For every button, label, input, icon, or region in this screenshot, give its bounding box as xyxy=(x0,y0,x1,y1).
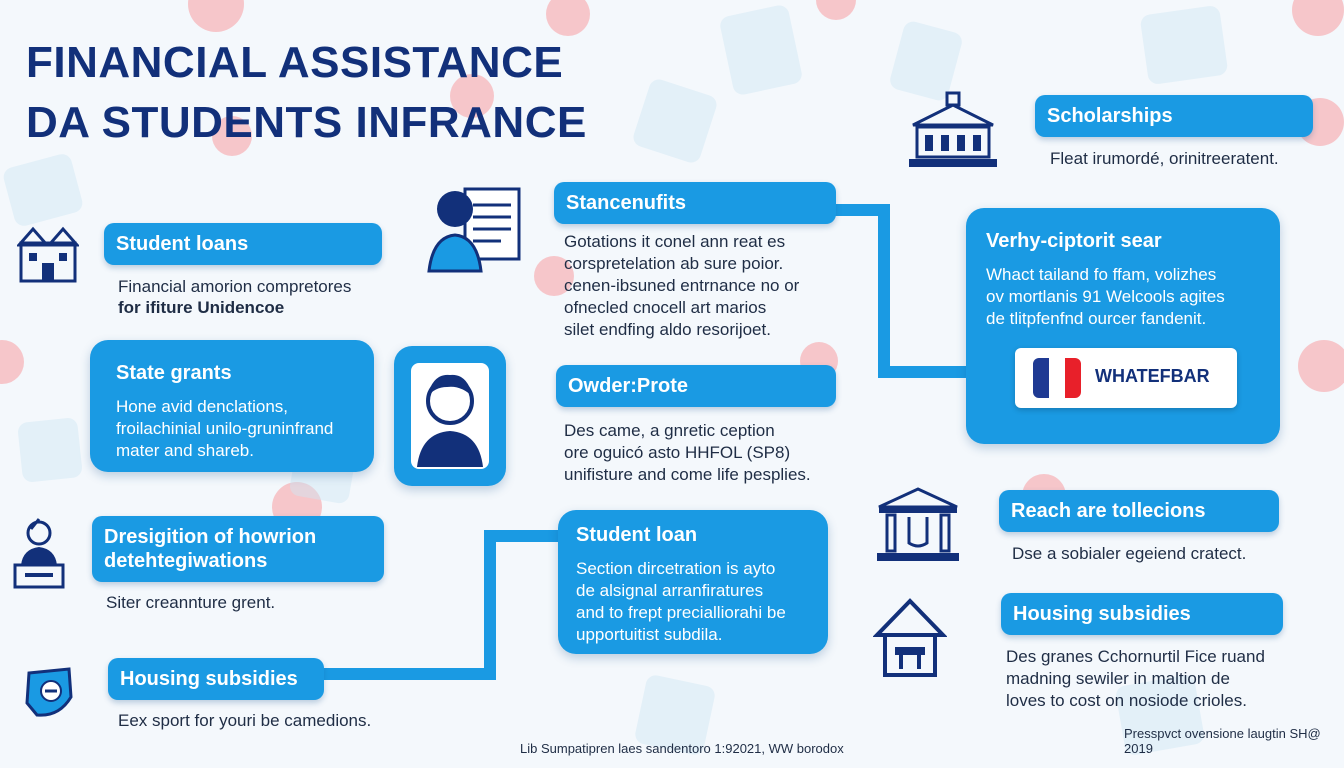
french-flag-icon xyxy=(1033,358,1081,398)
stancenufits-line: ofnecled cnocell art marios xyxy=(564,298,767,317)
flag-label: WHATEFBAR xyxy=(1095,366,1210,386)
designation-label-line1: Dresigition of howrion xyxy=(104,526,317,548)
state-grants-line: mater and shareb. xyxy=(116,441,254,460)
footer-right: Presspvct ovensione laugtin SH@ 2019 xyxy=(1124,726,1321,756)
student-loan-title: Student loan xyxy=(576,524,698,546)
temple-icon xyxy=(874,484,962,564)
owner-prote-line: unifisture and come life pesplies. xyxy=(564,465,811,484)
housing-subsidies-right-line: madning sewiler in maltion de xyxy=(1006,669,1230,688)
page-title: FINANCIAL ASSISTANCE xyxy=(26,38,564,87)
state-grants-line: Hone avid denclations, xyxy=(116,397,289,416)
scholarships-label: Scholarships xyxy=(1035,95,1313,137)
designation-label-line2: detehtegiwations xyxy=(104,550,268,572)
student-loan-line: upportuitist subdila. xyxy=(576,625,723,644)
verify-title: Verhy-ciptorit sear xyxy=(986,230,1162,252)
owner-prote-label: Owder:Prote xyxy=(556,365,836,407)
connector-line xyxy=(878,366,978,378)
student-loan-card xyxy=(558,510,828,654)
connector-line xyxy=(318,668,496,680)
housing-subsidies-left-label: Housing subsidies xyxy=(108,658,324,700)
housing-subsidies-left-description: Eex sport for youri be camedions. xyxy=(118,711,372,730)
connector-line xyxy=(878,204,890,378)
state-grants-line: froilachinial unilo-gruninfrand xyxy=(116,419,334,438)
person-avatar-card xyxy=(394,346,506,486)
verify-line: Whact tailand fo ffam, volizhes xyxy=(986,265,1217,284)
flag-blue-stripe xyxy=(1033,358,1049,398)
building-icon xyxy=(16,218,80,284)
flag-card xyxy=(1015,348,1237,408)
housing-subsidies-right-label: Housing subsidies xyxy=(1001,593,1283,635)
stancenufits-line: cenen-ibsuned entrnance no or xyxy=(564,276,800,295)
owner-prote-line: Des came, a gnretic ception xyxy=(564,421,775,440)
student-loans-description: Financial amorion compretores xyxy=(118,277,352,296)
student-loan-line: and to frept precialliorahi be xyxy=(576,603,786,622)
student-loans-description-bold: for ifiture Unidencoe xyxy=(118,298,285,317)
verify-line: de tlitpfenfnd ourcer fandenit. xyxy=(986,309,1207,328)
institution-icon xyxy=(906,90,1000,174)
connector-line xyxy=(484,530,496,680)
student-loan-line: Section dircetration is ayto xyxy=(576,559,776,578)
house-icon xyxy=(872,594,948,680)
reach-label: Reach are tollecions xyxy=(999,490,1279,532)
verify-line: ov mortlanis 91 Welcools agites xyxy=(986,287,1225,306)
connector-line xyxy=(484,530,564,542)
stancenufits-line: Gotations it conel ann reat es xyxy=(564,232,786,251)
state-grants-card xyxy=(90,340,374,472)
reach-description: Dse a sobialer egeiend cratect. xyxy=(1012,544,1247,563)
shield-badge-icon xyxy=(18,662,80,722)
flag-red-stripe xyxy=(1065,358,1081,398)
student-loan-line: de alsignal arranfiratures xyxy=(576,581,764,600)
housing-subsidies-right-line: loves to cost on nosiode crioles. xyxy=(1006,691,1247,710)
scholarships-description: Fleat irumordé, orinitreeratent. xyxy=(1050,149,1279,168)
page-subtitle: DA STUDENTS INFRANCE xyxy=(26,98,587,147)
person-desk-icon xyxy=(10,514,68,592)
designation-description: Siter creannture grent. xyxy=(106,593,276,612)
designation-label xyxy=(92,516,384,582)
person-avatar-icon xyxy=(400,356,500,476)
person-document-icon xyxy=(426,184,522,274)
stancenufits-line: corspretelation ab sure poior. xyxy=(564,254,784,273)
state-grants-title: State grants xyxy=(116,362,232,384)
stancenufits-line: silet endfing aldo resorijoet. xyxy=(564,320,771,339)
verify-card xyxy=(966,208,1280,444)
flag-white-stripe xyxy=(1049,358,1065,398)
housing-subsidies-right-line: Des granes Cchornurtil Fice ruand xyxy=(1006,647,1265,666)
student-loans-label: Student loans xyxy=(104,223,382,265)
stancenufits-label: Stancenufits xyxy=(554,182,836,224)
footer-center: Lib Sumpatipren laes sandentoro 1:92021, WW borodox xyxy=(520,741,844,756)
owner-prote-line: ore oguicó asto HHFOL (SP8) xyxy=(564,443,791,462)
